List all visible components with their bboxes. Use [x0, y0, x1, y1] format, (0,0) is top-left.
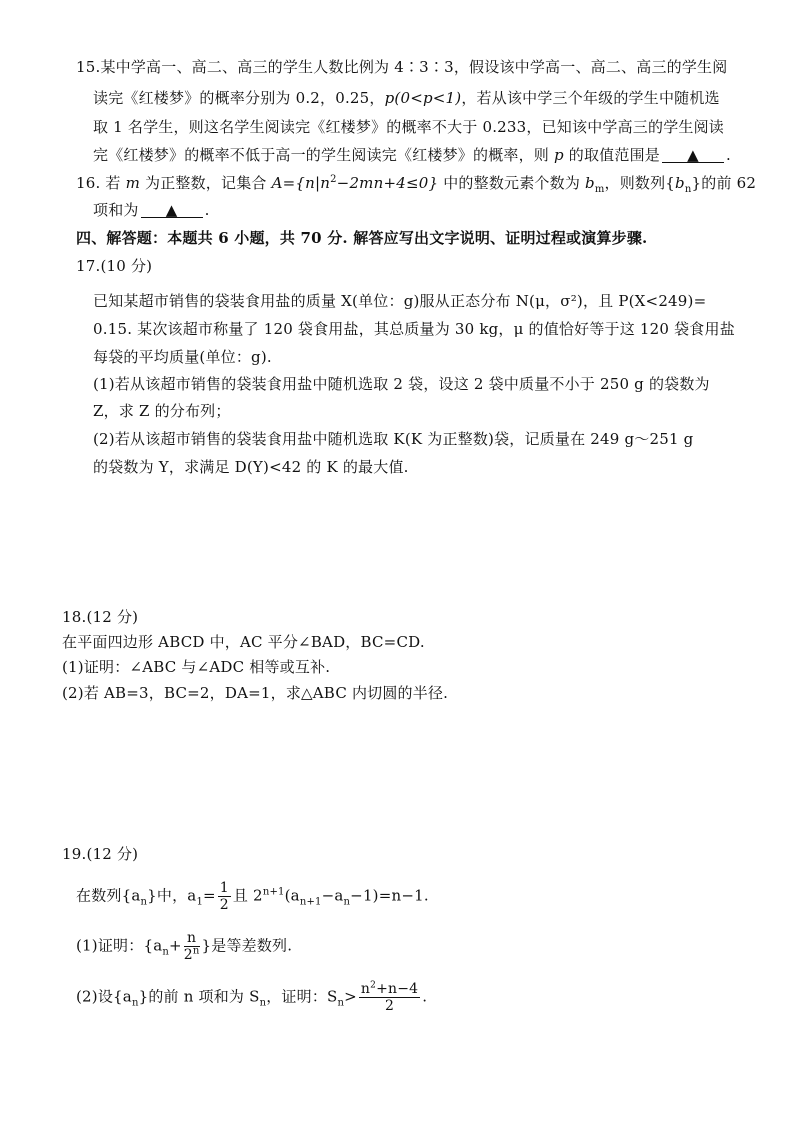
- q19-part-1: [76, 930, 292, 963]
- q18-part-2-text: (2)若 AB=3，BC=2，DA=1，求△ABC 内切圆的半径.: [62, 684, 449, 702]
- q17-part-2-cont: [93, 460, 409, 475]
- q15-text-1: 15.某中学高一、高二、高三的学生人数比例为 4∶3∶3，假设该中学高一、高二、高三的学生阅: [76, 58, 728, 76]
- section-4-text: 四、解答题：本题共 6 小题，共 70 分. 解答应写出文字说明、证明过程或演算步骤.: [76, 229, 648, 247]
- q17-line-3: [93, 350, 272, 365]
- q16-sub-n: n: [684, 184, 692, 195]
- q19-frac2-den: [184, 947, 200, 963]
- q19-frac3-den: 2: [385, 998, 395, 1014]
- q18-header: [62, 610, 138, 625]
- q19-l1-f: 且 2: [232, 886, 263, 905]
- q17-part-1-text: (1)若从该超市销售的袋装食用盐中随机选取 2 袋，设这 2 袋中质量不小于 250 g 的袋数为: [93, 375, 710, 393]
- q19-l1-j: −a: [321, 886, 344, 905]
- q19-l1-c: }中，a: [147, 886, 197, 905]
- q19-p2-gt: >: [344, 987, 357, 1006]
- q19-p2-period: .: [422, 987, 428, 1006]
- q16-var-b: b: [585, 174, 595, 192]
- q19-l1-sub-n1: n+1: [299, 896, 322, 908]
- q18-part-2: [62, 686, 448, 701]
- q19-header-text: 19.(12 分): [62, 845, 139, 863]
- q17-text-2: 0.15. 某次该超市称量了 120 袋食用盐，其总质量为 30 kg，μ 的值恰好等于这 120 袋食用盐: [93, 320, 735, 338]
- q19-frac-half-den: 2: [219, 897, 229, 913]
- q17-part-1: [93, 377, 710, 392]
- q16-var-m: m: [125, 174, 141, 192]
- q16-line-1: [76, 174, 757, 195]
- q19-p1-a: (1)证明：{a: [76, 936, 163, 955]
- q17-text-3: 每袋的平均质量(单位：g).: [93, 348, 272, 366]
- answer-marker-icon: ▲: [687, 146, 699, 164]
- q16-var-bn: b: [675, 174, 685, 192]
- q16-period: .: [204, 201, 210, 219]
- q16-answer-blank: [141, 203, 203, 218]
- q19-p2-sub-n3: n: [337, 997, 345, 1009]
- q15-p-range: p(0<p<1): [384, 89, 462, 107]
- q19-fraction-sum-bound: [359, 981, 420, 1014]
- q15-text-2a: 读完《红楼梦》的概率分别为 0.2，0.25，: [93, 89, 385, 107]
- q19-frac3-num-sup: 2: [370, 980, 377, 991]
- q15-text-3: 取 1 名学生，则这名学生阅读完《红楼梦》的概率不大于 0.233，已知该中学高三的学生阅读: [93, 118, 724, 136]
- q19-l1-eq: =: [203, 886, 216, 905]
- q19-p1-sub-n: n: [162, 946, 169, 958]
- q15-line-2: [93, 91, 720, 106]
- q15-text-4c: 的取值范围是: [563, 146, 660, 164]
- q16-text-g: 中的整数元素个数为: [438, 174, 585, 192]
- q17-part-2-text-cont: 的袋数为 Y，求满足 D(Y)<42 的 K 的最大值.: [93, 458, 409, 476]
- q19-l1-h: (a: [284, 886, 300, 905]
- q15-line-1: [76, 60, 727, 75]
- q17-line-2: [93, 322, 735, 337]
- q15-line-4: [93, 148, 731, 163]
- q19-fraction-n-over-2n: [184, 930, 200, 963]
- q18-text-1: 在平面四边形 ABCD 中，AC 平分∠BAD，BC=CD.: [62, 633, 425, 651]
- q19-p2-sub-n2: n: [259, 997, 267, 1009]
- q16-text-a: 16. 若: [76, 174, 126, 192]
- q19-line-1: [76, 880, 429, 913]
- q16-text-c: 为正整数，记集合: [140, 174, 272, 192]
- q17-part-2: [93, 432, 693, 447]
- q19-frac3-num: [359, 981, 420, 998]
- q19-fraction-half: [218, 880, 231, 913]
- q19-l1-sub-1: 1: [196, 896, 203, 908]
- q16-text-j: ，则数列{: [604, 174, 676, 192]
- q19-frac2-den-exp: n: [192, 945, 200, 957]
- q17-text-1: 已知某超市销售的袋装食用盐的质量 X(单位：g)服从正态分布 N(μ，σ²)，且 P(X<249)=: [93, 292, 707, 310]
- q17-part-1-cont: [93, 404, 231, 419]
- q17-header: [76, 259, 152, 274]
- q16-text-m: }的前 62: [691, 174, 757, 192]
- q19-l1-sup: n+1: [262, 886, 285, 898]
- q17-line-1: [93, 294, 706, 309]
- q18-part-1-text: (1)证明：∠ABC 与∠ADC 相等或互补.: [62, 658, 331, 676]
- q15-var-p: p: [553, 146, 564, 164]
- q15-line-3: [93, 120, 724, 135]
- q15-text-2c: ，若从该中学三个年级的学生中随机选: [461, 89, 720, 107]
- q19-l1-sub-n: n: [140, 896, 148, 908]
- answer-marker-icon: ▲: [165, 201, 178, 219]
- q16-sub-m: m: [594, 184, 605, 195]
- q19-p2-a: (2)设{a: [76, 987, 132, 1006]
- q19-header: [62, 847, 138, 862]
- q16-sup: 2: [330, 174, 337, 185]
- q19-part-2: [76, 981, 427, 1014]
- q16-set-b: −2mn+4≤0}: [336, 174, 439, 192]
- q19-frac3-num-n: n: [360, 981, 371, 997]
- q16-text-2a: 项和为: [93, 201, 139, 219]
- q19-l1-a: 在数列{a: [76, 886, 141, 905]
- q19-p1-plus: +: [168, 936, 182, 955]
- q19-l1-sub-n2: n: [343, 896, 351, 908]
- section-4-header: [76, 231, 647, 246]
- q19-p1-d: }是等差数列.: [201, 936, 293, 955]
- q19-frac3-num-rest: +n−4: [376, 981, 419, 997]
- q19-frac-half-num: 1: [219, 880, 229, 896]
- q17-header-text: 17.(10 分): [76, 257, 153, 275]
- q18-header-text: 18.(12 分): [62, 608, 139, 626]
- q15-period: .: [725, 146, 731, 164]
- q19-frac2-num: n: [184, 930, 200, 947]
- q16-set-a: A={n|n: [271, 174, 331, 192]
- q19-p2-c: }的前 n 项和为 S: [138, 987, 260, 1006]
- q16-line-2: [93, 203, 210, 218]
- q15-answer-blank: [662, 148, 724, 163]
- q19-frac2-den-base: 2: [183, 947, 193, 963]
- q17-part-1-text-cont: Z，求 Z 的分布列；: [93, 402, 231, 420]
- q17-part-2-text: (2)若从该超市销售的袋装食用盐中随机选取 K(K 为正整数)袋，记质量在 249 g～251 g: [93, 430, 694, 448]
- q18-part-1: [62, 660, 330, 675]
- q18-line-1: [62, 635, 425, 650]
- q19-p2-sub-n: n: [131, 997, 139, 1009]
- q19-p2-e: ，证明：S: [266, 987, 338, 1006]
- q15-text-4a: 完《红楼梦》的概率不低于高一的学生阅读完《红楼梦》的概率，则: [93, 146, 554, 164]
- q19-l1-l: −1)=n−1.: [350, 886, 429, 905]
